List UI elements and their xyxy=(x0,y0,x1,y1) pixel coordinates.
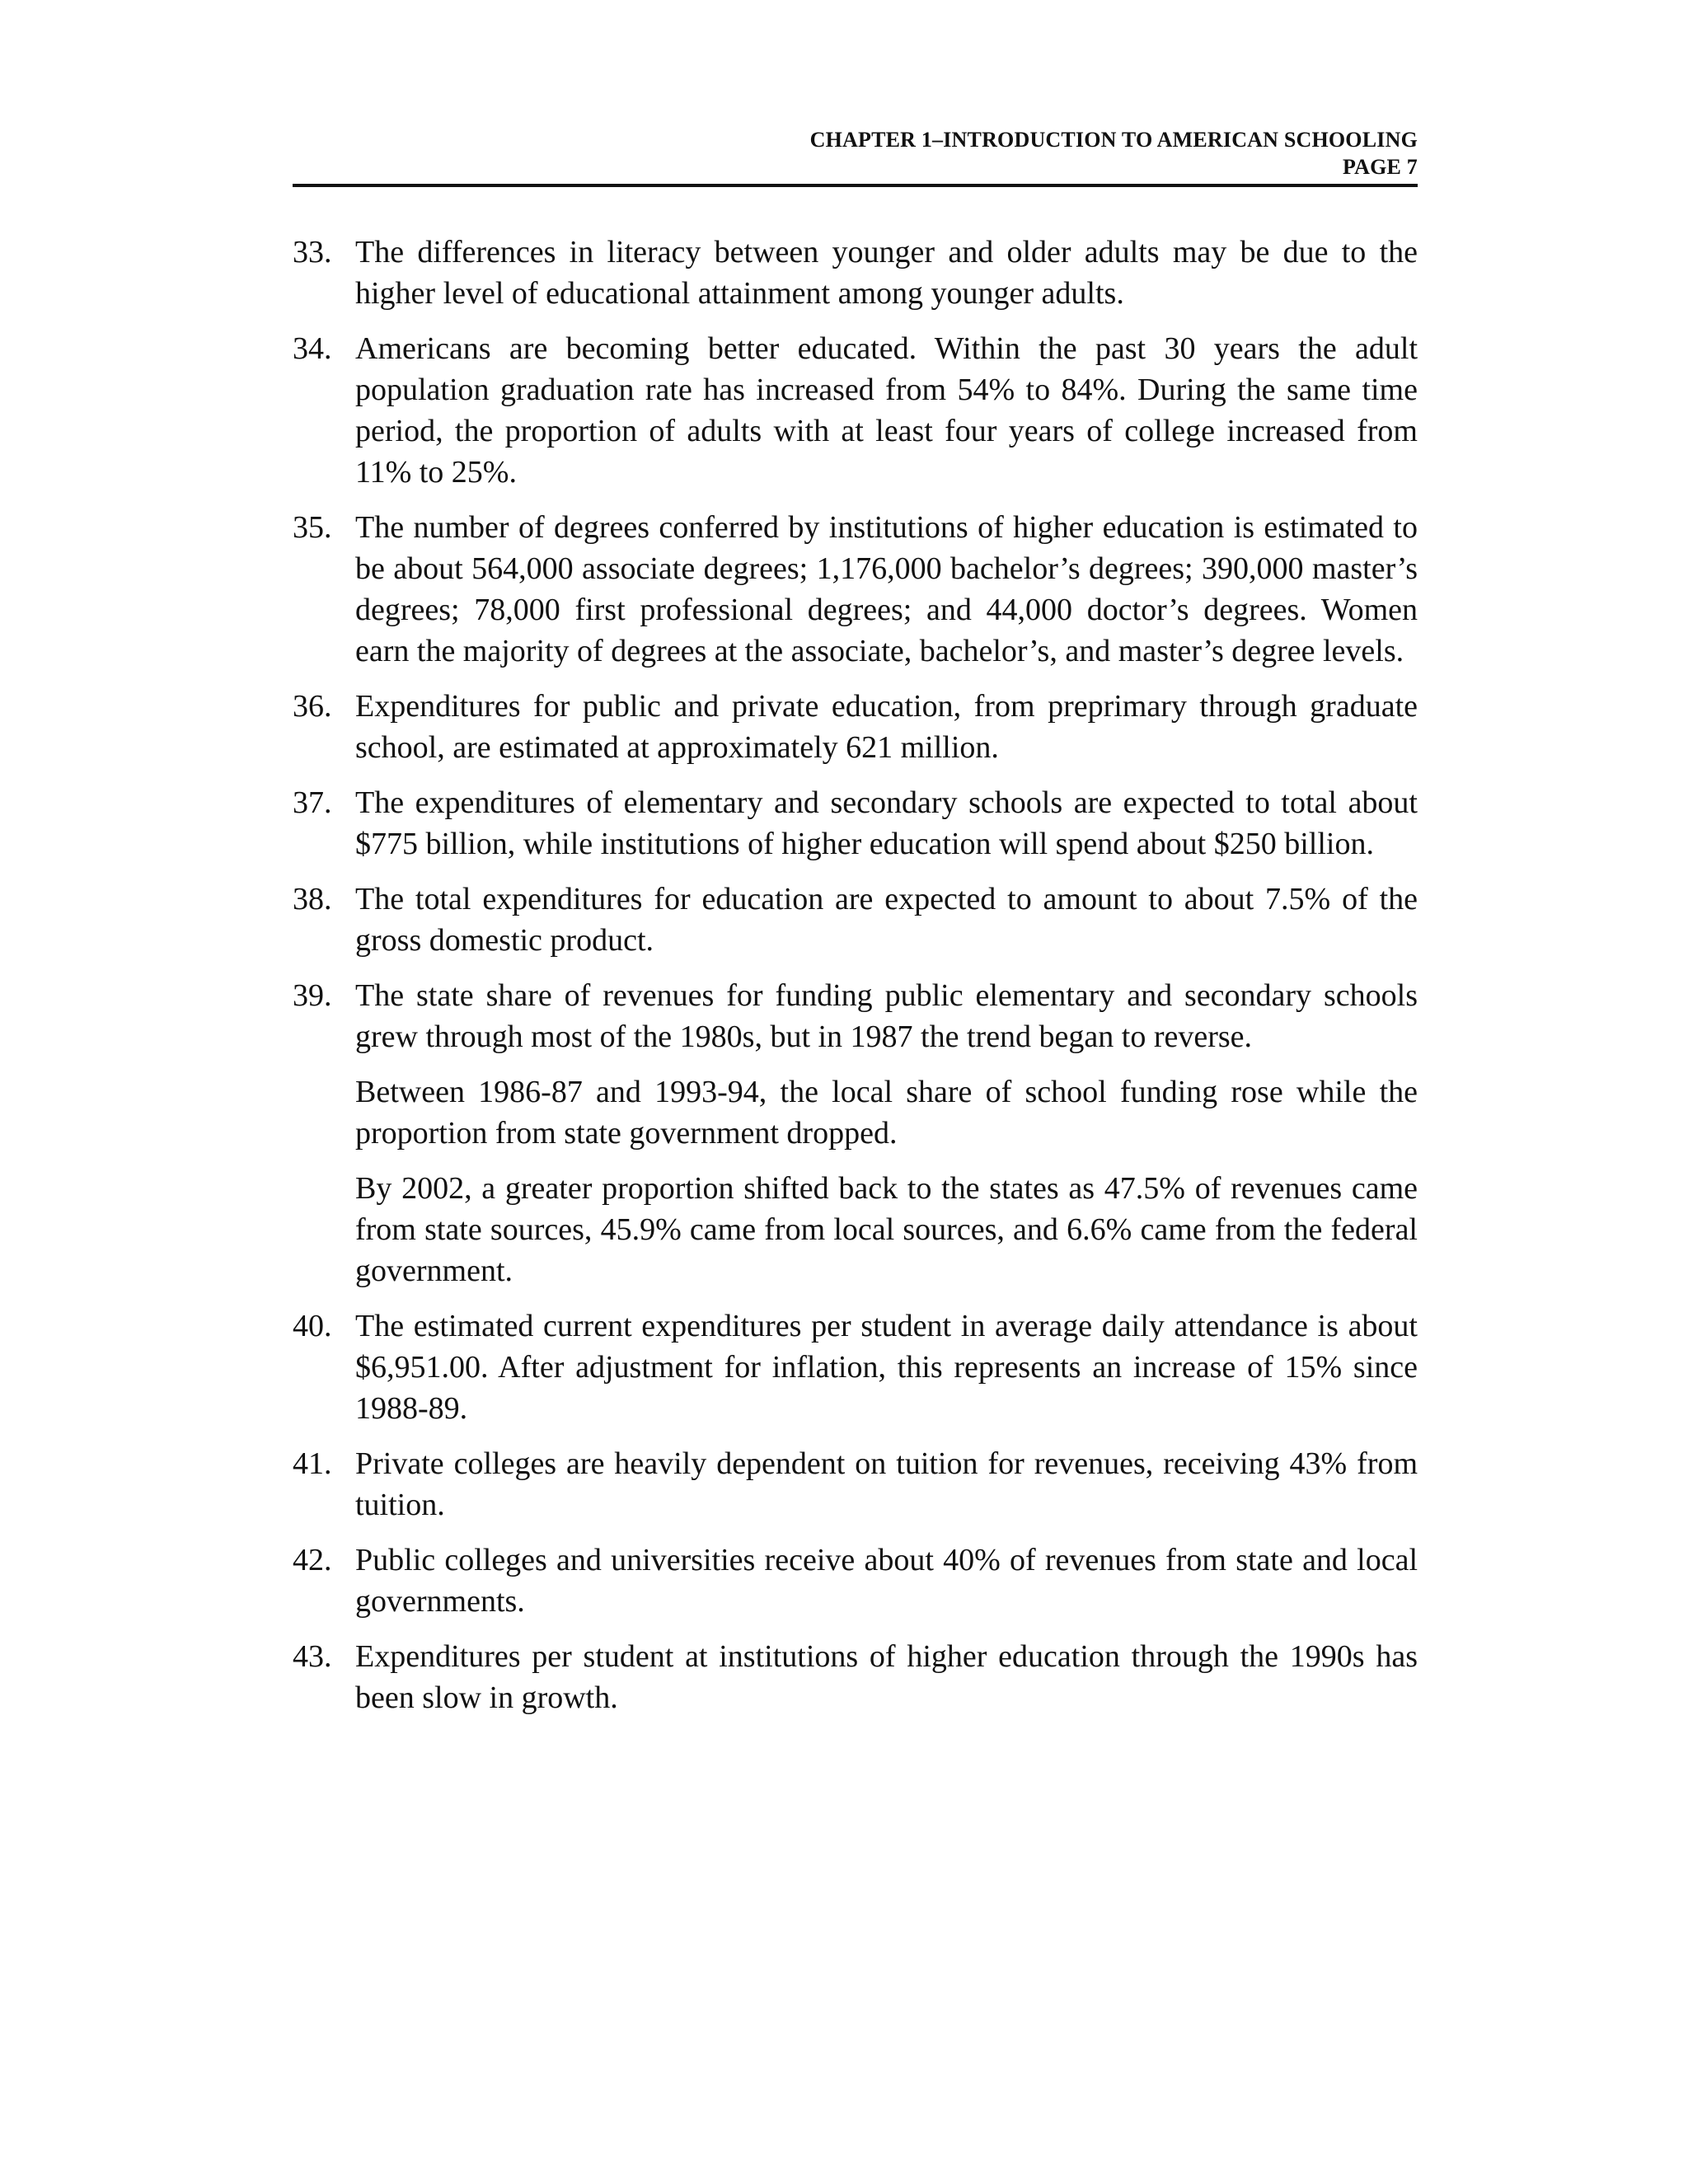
item-paragraph: The state share of revenues for funding public elementary and secondary schools grew through most of the 1980s, but in 1987 the trend began to reverse. xyxy=(355,978,1418,1054)
numbered-list xyxy=(293,232,1418,1732)
list-item xyxy=(293,507,1418,672)
list-item xyxy=(293,232,1418,314)
item-paragraph: The estimated current expenditures per student in average daily attendance is about $6,951.00. After adjustment for inflation, this represents an increase of 15% since 1988-89. xyxy=(355,1309,1418,1426)
page-number: PAGE 7 xyxy=(1343,155,1418,179)
item-paragraph: Public colleges and universities receive about 40% of revenues from state and local governments. xyxy=(355,1543,1418,1619)
item-paragraph: Expenditures for public and private education, from preprimary through graduate school, are estimated at approximately 621 million. xyxy=(355,689,1418,765)
item-number: 42. xyxy=(293,1543,332,1577)
item-number: 41. xyxy=(293,1446,332,1481)
item-paragraph: Between 1986-87 and 1993-94, the local share of school funding rose while the proportion from state government dropped. xyxy=(355,1075,1418,1151)
header-rule xyxy=(293,184,1418,187)
item-paragraph: Americans are becoming better educated. Within the past 30 years the adult population graduation rate has increased from 54% to 84%. During the same time period, the proportion of adults with at least four years of college increased from 11% to 25%. xyxy=(355,331,1418,490)
item-paragraph: The expenditures of elementary and secondary schools are expected to total about $775 billion, while institutions of higher education will spend about $250 billion. xyxy=(355,785,1418,861)
list-item xyxy=(293,1443,1418,1526)
item-paragraph: The total expenditures for education are expected to amount to about 7.5% of the gross domestic product. xyxy=(355,882,1418,958)
item-paragraph: Expenditures per student at institutions of higher education through the 1990s has been slow in growth. xyxy=(355,1639,1418,1715)
item-number: 36. xyxy=(293,689,332,724)
item-number: 37. xyxy=(293,785,332,820)
item-paragraph: By 2002, a greater proportion shifted back to the states as 47.5% of revenues came from state sources, 45.9% came from local sources, and 6.6% came from the federal government. xyxy=(355,1171,1418,1288)
list-item xyxy=(293,1636,1418,1718)
item-number: 43. xyxy=(293,1639,332,1674)
item-number: 35. xyxy=(293,510,332,545)
list-item xyxy=(293,686,1418,768)
item-paragraph: Private colleges are heavily dependent on tuition for revenues, receiving 43% from tuition. xyxy=(355,1446,1418,1522)
item-number: 33. xyxy=(293,235,332,269)
item-number: 40. xyxy=(293,1309,332,1343)
item-number: 34. xyxy=(293,331,332,366)
item-paragraph: The differences in literacy between younger and older adults may be due to the higher level of educational attainment among younger adults. xyxy=(355,235,1418,311)
list-item xyxy=(293,1305,1418,1429)
list-item xyxy=(293,879,1418,961)
chapter-title: CHAPTER 1–INTRODUCTION TO AMERICAN SCHOOLING xyxy=(809,128,1418,152)
item-number: 39. xyxy=(293,978,332,1013)
list-item xyxy=(293,975,1418,1291)
item-paragraph: The number of degrees conferred by institutions of higher education is estimated to be about 564,000 associate degrees; 1,176,000 bachelor’s degrees; 390,000 master’s degrees; 78,000 first professional degrees; and 44,000 doctor’s degrees. Women earn the majority of degrees at the associate, bachelor’s, and master’s degree levels. xyxy=(355,510,1418,668)
list-item xyxy=(293,328,1418,493)
list-item xyxy=(293,1540,1418,1622)
running-header xyxy=(293,126,1418,180)
list-item xyxy=(293,782,1418,865)
item-number: 38. xyxy=(293,882,332,916)
